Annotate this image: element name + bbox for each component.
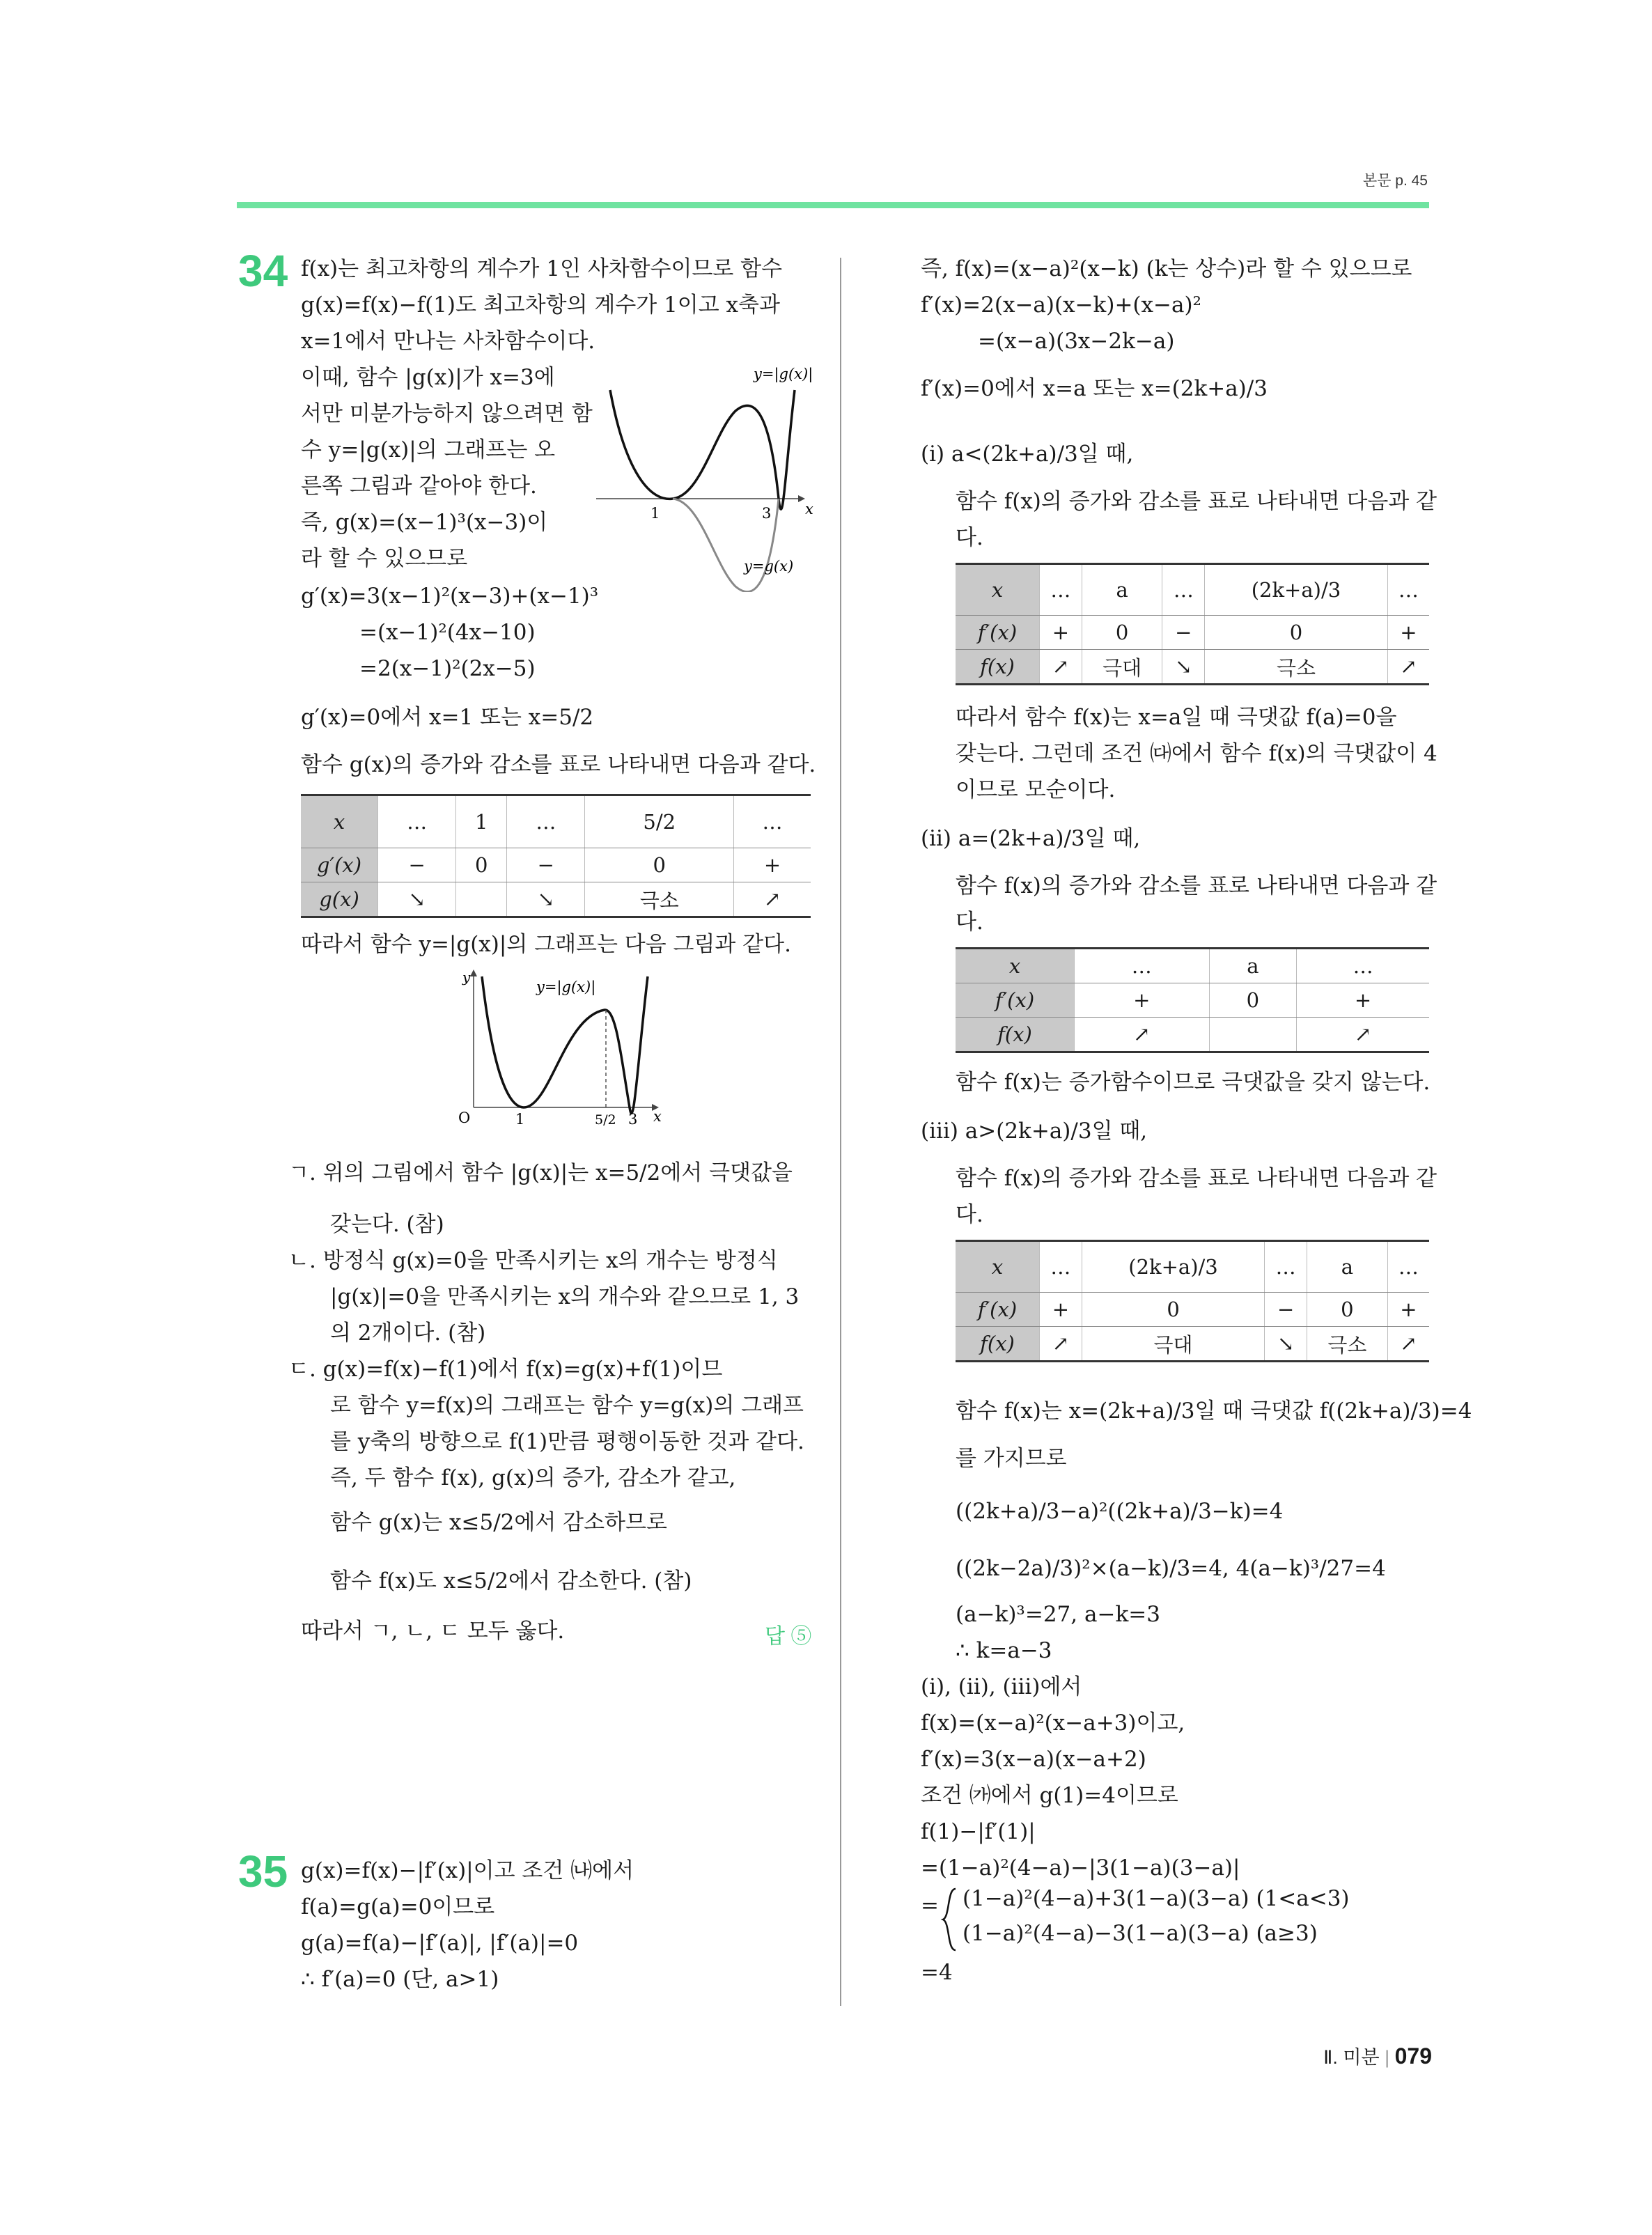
table-row <box>956 1293 1429 1327</box>
table-cell: + <box>1297 983 1429 1018</box>
graph-g-and-abs-g <box>596 362 819 592</box>
table-cell: f(x) <box>956 1327 1040 1362</box>
chapter-label: Ⅱ. 미분 <box>1323 2047 1380 2068</box>
table-cell: 0 <box>585 848 734 882</box>
equation-line: f(1)−|f′(1)| <box>921 1819 1036 1844</box>
table-cell: ↘ <box>378 882 456 917</box>
equation-line: =(x−a)(3x−2k−a) <box>978 329 1175 354</box>
text-line: 서만 미분가능하지 않으려면 함 <box>301 401 593 426</box>
equation-line: ∴ k=a−3 <box>956 1638 1052 1663</box>
case-title-1: (ⅰ) a<(2k+a)/3일 때, <box>921 442 1134 467</box>
text-line: 함수 f(x)의 증가와 감소를 표로 나타내면 다음과 같 <box>956 1166 1437 1191</box>
x-label: x <box>805 501 813 517</box>
text-line: 른쪽 그림과 같아야 한다. <box>301 474 537 499</box>
table-cell: 1 <box>456 795 507 848</box>
table-cell: (2k+a)/3 <box>1082 1241 1264 1293</box>
text-line: 함수 f(x)는 증가함수이므로 극댓값을 갖지 않는다. <box>956 1070 1431 1095</box>
equation-line: =(x−1)²(4x−10) <box>359 620 536 645</box>
table-cell: + <box>1040 1293 1082 1327</box>
problem-number-35: 35 <box>238 1846 288 1897</box>
tick-5-2: 5/2 <box>595 1112 616 1128</box>
table-cell: g(x) <box>301 882 378 917</box>
table-cell: 극대 <box>1082 650 1162 685</box>
table-cell: a <box>1209 949 1297 983</box>
choice-line: ㄴ. 방정식 g(x)=0을 만족시키는 x의 개수는 방정식 <box>288 1248 778 1273</box>
table-cell: ↗ <box>1075 1018 1210 1052</box>
graph-abs-g <box>446 968 683 1142</box>
table-cell: (2k+a)/3 <box>1205 564 1387 616</box>
table-cell: 0 <box>1205 616 1387 650</box>
header-rule <box>237 202 1429 208</box>
table-cell: 0 <box>1082 1293 1264 1327</box>
equation-line: =(1−a)²(4−a)−|3(1−a)(3−a)| <box>921 1855 1240 1880</box>
equation-line: 함수 f(x)는 x=(2k+a)/3일 때 극댓값 f((2k+a)/3)=4 <box>956 1399 1472 1424</box>
table-row <box>956 616 1429 650</box>
x-axis-arrow <box>798 495 805 502</box>
table-cell: 0 <box>1209 983 1297 1018</box>
table-cell: 극소 <box>585 882 734 917</box>
table-cell: + <box>1387 1293 1429 1327</box>
table-cell: f′(x) <box>956 983 1075 1018</box>
text-line: g(x)=f(x)−f(1)도 최고차항의 계수가 1이고 x축과 <box>301 293 780 318</box>
equation-line: f′(x)=2(x−a)(x−k)+(x−a)² <box>921 293 1201 318</box>
table-row <box>956 1327 1429 1362</box>
table-cell: a <box>1082 564 1162 616</box>
table-cell: f(x) <box>956 1018 1075 1052</box>
table-cell: x <box>956 1241 1040 1293</box>
equation-line: =4 <box>921 1960 953 1985</box>
table-cell: x <box>956 564 1040 616</box>
table-cell: g′(x) <box>301 848 378 882</box>
choice-line: 갖는다. (참) <box>330 1212 444 1237</box>
choice-line: |g(x)|=0을 만족시키는 x의 개수와 같으므로 1, 3 <box>330 1284 800 1309</box>
table-cell: + <box>1387 616 1429 650</box>
tick-3: 3 <box>762 505 772 522</box>
equation-line: f′(x)=0에서 x=a 또는 x=(2k+a)/3 <box>921 376 1268 401</box>
text-line: ∴ f′(a)=0 (단, a>1) <box>301 1967 499 1992</box>
table-cell: ↗ <box>1040 1327 1082 1362</box>
table-cell: − <box>378 848 456 882</box>
text-line: 함수 f(x)의 증가와 감소를 표로 나타내면 다음과 같 <box>956 489 1437 514</box>
table-row <box>301 795 811 848</box>
text-line: x=1에서 만나는 사차함수이다. <box>301 329 595 354</box>
table-row <box>301 882 811 917</box>
text-line: 이때, 함수 |g(x)|가 x=3에 <box>301 365 555 390</box>
text-line: 함수 f(x)의 증가와 감소를 표로 나타내면 다음과 같 <box>956 873 1437 898</box>
table-cell: … <box>1162 564 1205 616</box>
choice-line: 의 2개이다. (참) <box>330 1321 486 1346</box>
table-cell: … <box>378 795 456 848</box>
table-cell <box>456 882 507 917</box>
case-title-3: (ⅲ) a>(2k+a)/3일 때, <box>921 1119 1148 1144</box>
equation-line: g′(x)=0에서 x=1 또는 x=5/2 <box>301 705 594 730</box>
text-line: 함수 g(x)의 증가와 감소를 표로 나타내면 다음과 같다. <box>301 752 816 777</box>
table-cell: ↘ <box>1265 1327 1307 1362</box>
table-cell: … <box>507 795 585 848</box>
choice-line: ㄱ. 위의 그림에서 함수 |g(x)|는 x=5/2에서 극댓값을 <box>288 1160 793 1185</box>
table-cell <box>1209 1018 1297 1052</box>
case-title-2: (ⅱ) a=(2k+a)/3일 때, <box>921 826 1141 851</box>
choice-line: 함수 f(x)도 x≤5/2에서 감소한다. (참) <box>330 1568 692 1594</box>
choice-line: 로 함수 y=f(x)의 그래프는 함수 y=g(x)의 그래프 <box>330 1393 804 1418</box>
table-row <box>956 983 1429 1018</box>
text-line: g(x)=f(x)−|f′(x)|이고 조건 ㈏에서 <box>301 1858 634 1883</box>
table-cell: 극대 <box>1082 1327 1264 1362</box>
choice-line: 함수 g(x)는 x≤5/2에서 감소하므로 <box>330 1510 667 1535</box>
table-row <box>956 650 1429 685</box>
equation-line: f(x)=(x−a)²(x−a+3)이고, <box>921 1711 1185 1736</box>
x-label: x <box>653 1108 662 1125</box>
table-cell: … <box>1387 564 1429 616</box>
tick-3: 3 <box>628 1111 638 1128</box>
y-label: y <box>462 969 471 986</box>
tick-1: 1 <box>650 505 660 522</box>
table-cell: − <box>507 848 585 882</box>
sign-table-case-1 <box>956 563 1429 685</box>
table-cell: f(x) <box>956 650 1040 685</box>
column-divider <box>840 258 841 2006</box>
sign-table-case-3 <box>956 1240 1429 1362</box>
text-line: 다. <box>956 1202 983 1227</box>
table-row <box>956 564 1429 616</box>
label-abs-g: y=|g(x)| <box>754 366 813 382</box>
choice-line: 즉, 두 함수 f(x), g(x)의 증가, 감소가 같고, <box>330 1465 736 1490</box>
text-line: 다. <box>956 525 983 550</box>
text-line: f(x)는 최고차항의 계수가 1인 사차함수이므로 함수 <box>301 256 783 281</box>
problem-number-34: 34 <box>238 246 288 296</box>
table-cell: 0 <box>1307 1293 1388 1327</box>
equation-line: g′(x)=3(x−1)²(x−3)+(x−1)³ <box>301 584 599 609</box>
equation-line: ((2k−2a)/3)²×(a−k)/3=4, 4(a−k)³/27=4 <box>956 1556 1386 1581</box>
table-cell: 0 <box>1082 616 1162 650</box>
equals-sign: = <box>921 1893 939 1918</box>
table-cell: ↗ <box>1297 1018 1429 1052</box>
choice-line: 를 y축의 방향으로 f(1)만큼 평행이동한 것과 같다. <box>330 1429 804 1454</box>
text-line: 따라서 함수 f(x)는 x=a일 때 극댓값 f(a)=0을 <box>956 705 1397 730</box>
sign-table-case-2 <box>956 947 1429 1053</box>
page-footer: Ⅱ. 미분 | 079 <box>1323 2043 1432 2069</box>
table-row <box>956 949 1429 983</box>
table-cell: 극소 <box>1205 650 1387 685</box>
table-cell: x <box>301 795 378 848</box>
table-cell: a <box>1307 1241 1388 1293</box>
table-row <box>956 1241 1429 1293</box>
table-cell: − <box>1265 1293 1307 1327</box>
choice-line: ㄷ. g(x)=f(x)−f(1)에서 f(x)=g(x)+f(1)이므 <box>288 1357 723 1382</box>
page-number: 079 <box>1394 2043 1432 2069</box>
table-cell: … <box>1265 1241 1307 1293</box>
table-cell: … <box>1040 564 1082 616</box>
text-line: 즉, g(x)=(x−1)³(x−3)이 <box>301 510 548 535</box>
table-cell: … <box>734 795 811 848</box>
text-line: 수 y=|g(x)|의 그래프는 오 <box>301 437 556 462</box>
table-cell: ↘ <box>507 882 585 917</box>
equation-line: f′(x)=3(x−a)(x−a+2) <box>921 1747 1146 1772</box>
text-line: 조건 ㈎에서 g(1)=4이므로 <box>921 1783 1178 1808</box>
table-cell: f′(x) <box>956 616 1040 650</box>
table-cell: 5/2 <box>585 795 734 848</box>
text-line: (ⅰ), (ⅱ), (ⅲ)에서 <box>921 1674 1082 1699</box>
tick-1: 1 <box>515 1111 525 1128</box>
table-cell: ↗ <box>734 882 811 917</box>
label-abs-g: y=|g(x)| <box>536 979 596 995</box>
table-cell: ↗ <box>1387 1327 1429 1362</box>
y-axis-arrow <box>470 969 477 976</box>
table-cell: … <box>1075 949 1210 983</box>
text-line: 를 가지므로 <box>956 1446 1067 1471</box>
answer-label: 답 ⑤ <box>765 1625 812 1648</box>
sign-table-g <box>301 794 811 918</box>
table-cell: + <box>734 848 811 882</box>
table-cell: 극소 <box>1307 1327 1388 1362</box>
table-cell: + <box>1040 616 1082 650</box>
text-line: 즉, f(x)=(x−a)²(x−k) (k는 상수)라 할 수 있으므로 <box>921 256 1412 281</box>
text-line: 라 할 수 있으므로 <box>301 546 468 571</box>
page-reference: 본문 p. 45 <box>1362 173 1428 189</box>
text-line: 따라서 함수 y=|g(x)|의 그래프는 다음 그림과 같다. <box>301 932 791 957</box>
table-row <box>956 1018 1429 1052</box>
abs-g-curve <box>482 976 648 1113</box>
table-cell: f′(x) <box>956 1293 1040 1327</box>
table-cell: − <box>1162 616 1205 650</box>
label-g: y=g(x) <box>744 558 794 575</box>
origin-label: O <box>458 1109 471 1126</box>
table-cell: … <box>1297 949 1429 983</box>
equation-line: (a−k)³=27, a−k=3 <box>956 1602 1160 1627</box>
table-cell: … <box>1040 1241 1082 1293</box>
abs-g-curve <box>610 390 795 509</box>
text-line: 갖는다. 그런데 조건 ㈐에서 함수 f(x)의 극댓값이 4 <box>956 741 1437 766</box>
equation-line: ((2k+a)/3−a)²((2k+a)/3−k)=4 <box>956 1499 1284 1524</box>
text-line: g(a)=f(a)−|f′(a)|, |f′(a)|=0 <box>301 1931 579 1956</box>
text-line: f(a)=g(a)=0이므로 <box>301 1894 495 1919</box>
conclusion-line: 따라서 ㄱ, ㄴ, ㄷ 모두 옳다. <box>301 1619 565 1644</box>
piecewise-line: (1−a)²(4−a)−3(1−a)(3−a) (a≥3) <box>963 1921 1318 1946</box>
table-cell: ↗ <box>1040 650 1082 685</box>
table-cell: x <box>956 949 1075 983</box>
table-cell: ↗ <box>1387 650 1429 685</box>
table-cell: ↘ <box>1162 650 1205 685</box>
equation-line: =2(x−1)²(2x−5) <box>359 656 536 681</box>
table-cell: … <box>1387 1241 1429 1293</box>
brace <box>940 1886 960 1953</box>
text-line: 이므로 모순이다. <box>956 777 1116 802</box>
table-cell: + <box>1075 983 1210 1018</box>
piecewise-line: (1−a)²(4−a)+3(1−a)(3−a) (1<a<3) <box>963 1886 1350 1911</box>
text-line: 다. <box>956 910 983 935</box>
table-cell: 0 <box>456 848 507 882</box>
table-row <box>301 848 811 882</box>
